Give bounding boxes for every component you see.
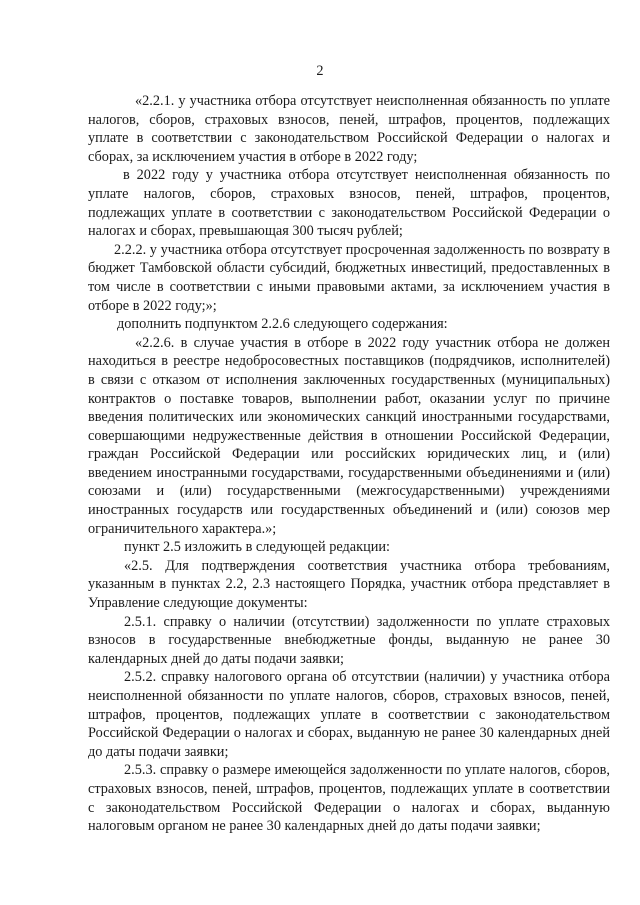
paragraph-2-2-1: «2.2.1. у участника отбора отсутствует неисполненная обязанность по уплате налогов, сборов, страховых взносов, пеней, штрафов, процентов, подлежащих уплате в соответствии с законодательством Российской Федерации о налогах и сборах, за исключением участия в отборе в 2022 году; [88, 93, 610, 165]
document-body [88, 92, 610, 836]
page-number: 2 [316, 63, 324, 79]
paragraph-amend-2-2-6: дополнить подпунктом 2.2.6 следующего содержания: [117, 316, 448, 333]
paragraph-2-2-6: «2.2.6. в случае участия в отборе в 2022 году участник отбора не должен находиться в реестре недобросовестных поставщиков (подрядчиков, исполнителей) в связи с отказом от исполнения заключенных государственных (муниципальных) контрактов о поставке товаров, выполнении работ, оказании услуг по причине введения политических или экономических санкций иностранными государствами, совершающими недружественные действия в отношении Российской Федерации, граждан Российской Федерации или российских юридических лиц, и (или) введением иностранными государствами, государственными объединениями и (или) союзами и (или) государственными (межгосударственными) учреждениями иностранных государств или государственных объединений и (или) союзов мер ограничительного характера.»; [88, 334, 610, 537]
paragraph-2-2-2: 2.2.2. у участника отбора отсутствует просроченная задолженность по возврату в бюджет Тамбовской области субсидий, бюджетных инвестиций, предоставленных в том числе в соответствии с иными правовыми актами, за исключением участия в отборе в 2022 году;»; [88, 241, 610, 314]
paragraph-2-5-1: 2.5.1. справку о наличии (отсутствии) задолженности по уплате страховых взносов в государственные внебюджетные фонды, выданную не ранее 30 календарных дней до даты подачи заявки; [88, 613, 610, 667]
paragraph-2022-threshold: в 2022 году у участника отбора отсутствует неисполненная обязанность по уплате налогов, сборов, страховых взносов, пеней, штрафов, процентов, подлежащих уплате в соответствии с законодательством Российской Федерации о налогах и сборах, превышающая 300 тысяч рублей; [88, 167, 610, 240]
paragraph-2-5-2: 2.5.2. справку налогового органа об отсутствии (наличии) у участника отбора неисполненной обязанности по уплате налогов, сборов, страховых взносов, пеней, штрафов, процентов, подлежащих уплате в соответствии с законодательством Российской Федерации о налогах и сборах, выданную не ранее 30 календарных дней до даты подачи заявки; [88, 669, 610, 760]
paragraph-amend-2-5: пункт 2.5 изложить в следующей редакции: [124, 539, 391, 556]
paragraph-2-5-3: 2.5.3. справку о размере имеющейся задолженности по уплате налогов, сборов, страховых взносов, пеней, штрафов, процентов, подлежащих уплате в соответствии с законодательством Российской Федерации о налогах и сборах, выданную налоговым органом не ранее 30 календарных дней до даты подачи заявки; [88, 762, 610, 835]
paragraph-2-5: «2.5. Для подтверждения соответствия участника отбора требованиям, указанным в пунктах 2.2, 2.3 настоящего Порядка, участник отбора представляет в Управление следующие документы: [88, 557, 610, 612]
